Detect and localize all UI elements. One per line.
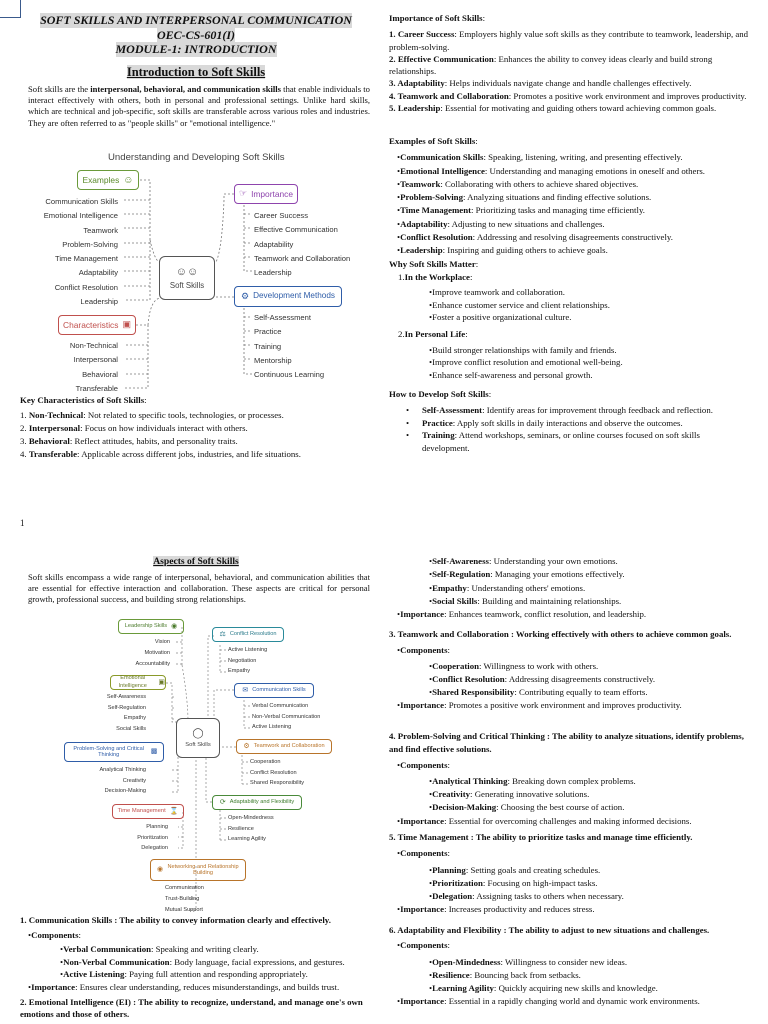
header-line-title: SOFT SKILLS AND INTERPERSONAL COMMUNICATION <box>40 13 352 27</box>
problem-solving-section: 4. Problem-Solving and Critical Thinking : The ability to analyze situations, identify problems, and find effective solutions. •Components: •Analytical Thinking: Breaking down complex problems. •Creativity: Generating innovative solutions. •Decision-Making: Choosing the best course of action. •Importance: Essential for overcoming challenges and making informed decisions. <box>389 731 744 826</box>
communication-skills-section: 1. Communication Skills : The ability to convey information clearly and effectively. •Components: •Verbal Communication: Speaking and writing clearly. •Non-Verbal Communication: Body language, facial expressions, and gestures. •Active Listening: Paying full attention and responding appropriately. •Importance: Ensures clear understanding, reduces misunderstandings, and builds trust. 2. Emotional Intelligence (EI) : The ability to recognize, understand, and manage one's own emotions and those of others. <box>20 915 363 1020</box>
importance-section: Importance of Soft Skills: 1. Career Success: Employers highly value soft skills as they contribute to teamwork, leadership, and problem-solving. 2. Effective Communication: Enhances the ability to convey ideas clearly and build strong relationships. 3. Adaptability: Helps individuals navigate change and handle challenges effectively. 4. Teamwork and Collaboration: Promotes a positive work environment and improves productivity. 5. Leadership: Essential for motivating and guiding others toward achieving common goals. <box>389 13 749 114</box>
mindmap-node-development: ⚙ Development Methods <box>234 286 342 307</box>
mindmap-title: Understanding and Developing Soft Skills <box>108 152 285 163</box>
mindmap-center-soft-skills: ☺☺ Soft Skills <box>159 256 215 300</box>
aspects-node-communication-skills: ✉ Communication Skills <box>234 683 314 698</box>
teamwork-section: 3. Teamwork and Collaboration : Working effectively with others to achieve common goals. •Components: •Cooperation: Willingness to work with others. •Conflict Resolution: Addressing disagreements constructively. •Shared Responsibility: Contributing equally to team efforts. •Importance: Promotes a positive work environment and improves productivity. <box>389 629 732 711</box>
page-corner-marker <box>0 0 21 18</box>
adaptability-section: 6. Adaptability and Flexibility : The ability to adjust to new situations and challenges. •Components: •Open-Mindedness: Willingness to consider new ideas. •Resilience: Bouncing back from setbacks. •Learning Agility: Quickly acquiring new skills and knowledge. •Importance: Essential in a rapidly changing world and dynamic work environments. <box>389 925 710 1007</box>
aspects-time-list: Planning Prioritization Delegation <box>137 824 168 852</box>
aspects-leadership-list: Vision Motivation Accountability <box>135 639 170 667</box>
aspects-emotional-list: Self-Awareness Self-Regulation Empathy Social Skills <box>106 694 146 732</box>
aspects-node-time-management: Time Management ⌛ <box>112 804 184 819</box>
header-line-module: MODULE-1: INTRODUCTION <box>115 42 277 56</box>
aspects-communication-list: Verbal Communication Non-Verbal Communication Active Listening <box>252 703 321 731</box>
mindmap-node-examples: Examples ☺ <box>77 170 139 190</box>
key-characteristics-section: Key Characteristics of Soft Skills: 1. Non-Technical: Not related to specific tools, technologies, or processes. 2. Interpersonal: Focus on how individuals interact with others. 3. Behavioral: Reflect attitudes, habits, and personality traits. 4. Transferable: Applicable across different jobs, industries, and life situations. <box>20 395 301 459</box>
time-management-section: 5. Time Management : The ability to prioritize tasks and manage time efficiently. •Components: •Planning: Setting goals and creating schedules. •Prioritization: Focusing on high-impact tasks. •Delegation: Assigning tasks to others when necessary. •Importance: Increases productivity and reduces stress. <box>389 832 693 915</box>
team-icon: ⚙ <box>241 290 250 301</box>
examples-section: Examples of Soft Skills: •Communication Skills: Speaking, listening, writing, and presenting effectively. •Emotional Intelligence: Understanding and managing emotions in oneself and others. •Teamwork: Collaborating with others to achieve shared objectives. •Problem-Solving: Analyzing situations and finding effective solutions. •Time Management: Prioritizing tasks and managing time efficiently. •Adaptability: Adjusting to new situations and challenges. •Conflict Resolution: Addressing and resolving disagreements constructively. •Leadership: Inspiring and guiding others to achieve goals. <box>389 136 706 256</box>
handshake-icon: ☞ <box>239 188 248 199</box>
people-discussion-icon: ☺☺ <box>175 265 199 278</box>
head-icon: ◯ <box>192 727 204 739</box>
mindmap-node-importance: ☞ Importance <box>234 184 298 204</box>
speech-bubble-icon: ✉ <box>242 686 249 694</box>
mindmap-examples-list: Communication Skills Emotional Intelligence Teamwork Problem-Solving Time Management Adaptability Conflict Resolution Leadership <box>43 197 118 307</box>
course-header <box>20 13 372 57</box>
hourglass-icon: ⌛ <box>169 807 179 815</box>
mindmap-development-list: Self-Assessment Practice Training Mentorship Continuous Learning <box>254 313 325 380</box>
aspects-node-emotional-intelligence: Emotional Intelligence ▣ <box>110 675 166 690</box>
mindmap-node-characteristics: Characteristics ▣ <box>58 315 136 335</box>
aspects-center-soft-skills: ◯ Soft Skills <box>176 718 220 758</box>
document-icon: ▣ <box>122 319 131 330</box>
aspects-adaptability-list: Open-Mindedness Resilience Learning Agility <box>228 815 274 843</box>
aspects-node-adaptability: ⟳ Adaptability and Flexibility <box>212 795 302 810</box>
target-icon: ◉ <box>171 622 178 630</box>
aspects-teamwork-list: Cooperation Conflict Resolution Shared Responsibility <box>250 759 305 787</box>
cycle-icon: ⟳ <box>219 798 226 806</box>
aspects-node-teamwork: ⚙ Teamwork and Collaboration <box>236 739 332 754</box>
scales-icon: ⚖ <box>219 630 226 638</box>
team-icon: ⚙ <box>243 742 250 750</box>
page-number: 1 <box>20 518 25 528</box>
aspects-intro: Soft skills encompass a wide range of interpersonal, behavioral, and communication abilities that are essential for effective interaction and collaboration. These aspects are critical for personal growth, professional success, and building strong relationships. <box>28 572 370 605</box>
aspects-networking-list: Communication Trust-Building Mutual Support <box>165 885 204 913</box>
aspects-node-problem-solving: Problem-Solving and Critical Thinking ▩ <box>64 742 164 762</box>
aspects-problem-list: Analytical Thinking Creativity Decision-Making <box>99 767 146 795</box>
intro-paragraph: Soft skills are the interpersonal, behavioral, and communication skills that enable individuals to interact effectively with others, both in personal and professional settings. Unlike hard skills, which are technical and job-specific, soft skills are transferable across various roles and industries. They are often referred to as "people skills" or "emotional intelligence." <box>28 84 370 128</box>
why-section: Why Soft Skills Matter: 1.In the Workplace: •Improve teamwork and collaboration. •Enhance customer service and client relationships. •Foster a positive organizational culture. 2.In Personal Life: •Build stronger relationships with family and friends. •Improve conflict resolution and emotional well-being. •Enhance self-awareness and personal growth. <box>389 259 623 380</box>
aspects-node-leadership: Leadership Skills ◉ <box>118 619 184 634</box>
mindmap-characteristics-list: Non-Technical Interpersonal Behavioral Transferable <box>69 341 118 393</box>
ei-continued-section: •Self-Awareness: Understanding your own emotions. •Self-Regulation: Managing your emotions effectively. •Empathy: Understanding others' emotions. •Social Skills: Building and maintaining relationships. •Importance: Enhances teamwork, conflict resolution, and leadership. <box>397 556 647 620</box>
aspects-title: Aspects of Soft Skills <box>153 556 239 567</box>
mindmap-importance-list: Career Success Effective Communication Adaptability Teamwork and Collaboration Leadership <box>254 211 351 278</box>
aspects-node-networking: ◉ Networking and Relationship Building <box>150 859 246 881</box>
brain-icon: ▣ <box>158 678 165 686</box>
aspects-conflict-list: Active Listening Negotiation Empathy <box>228 647 268 675</box>
develop-section: How to Develop Soft Skills: • Self-Assessment: Identify areas for improvement through feedback and reflection. • Practice: Apply soft skills in daily interactions and observe the outcomes. • Training: Attend workshops, seminars, or online courses focused on soft skills development. <box>389 389 713 454</box>
network-icon: ◉ <box>156 865 164 873</box>
puzzle-icon: ▩ <box>150 747 158 755</box>
aspects-node-conflict-resolution: ⚖ Conflict Resolution <box>212 627 284 642</box>
people-icon: ☺ <box>123 174 134 186</box>
page-title: Introduction to Soft Skills <box>126 65 266 79</box>
header-line-code: OEC-CS-601(I) <box>156 27 235 42</box>
